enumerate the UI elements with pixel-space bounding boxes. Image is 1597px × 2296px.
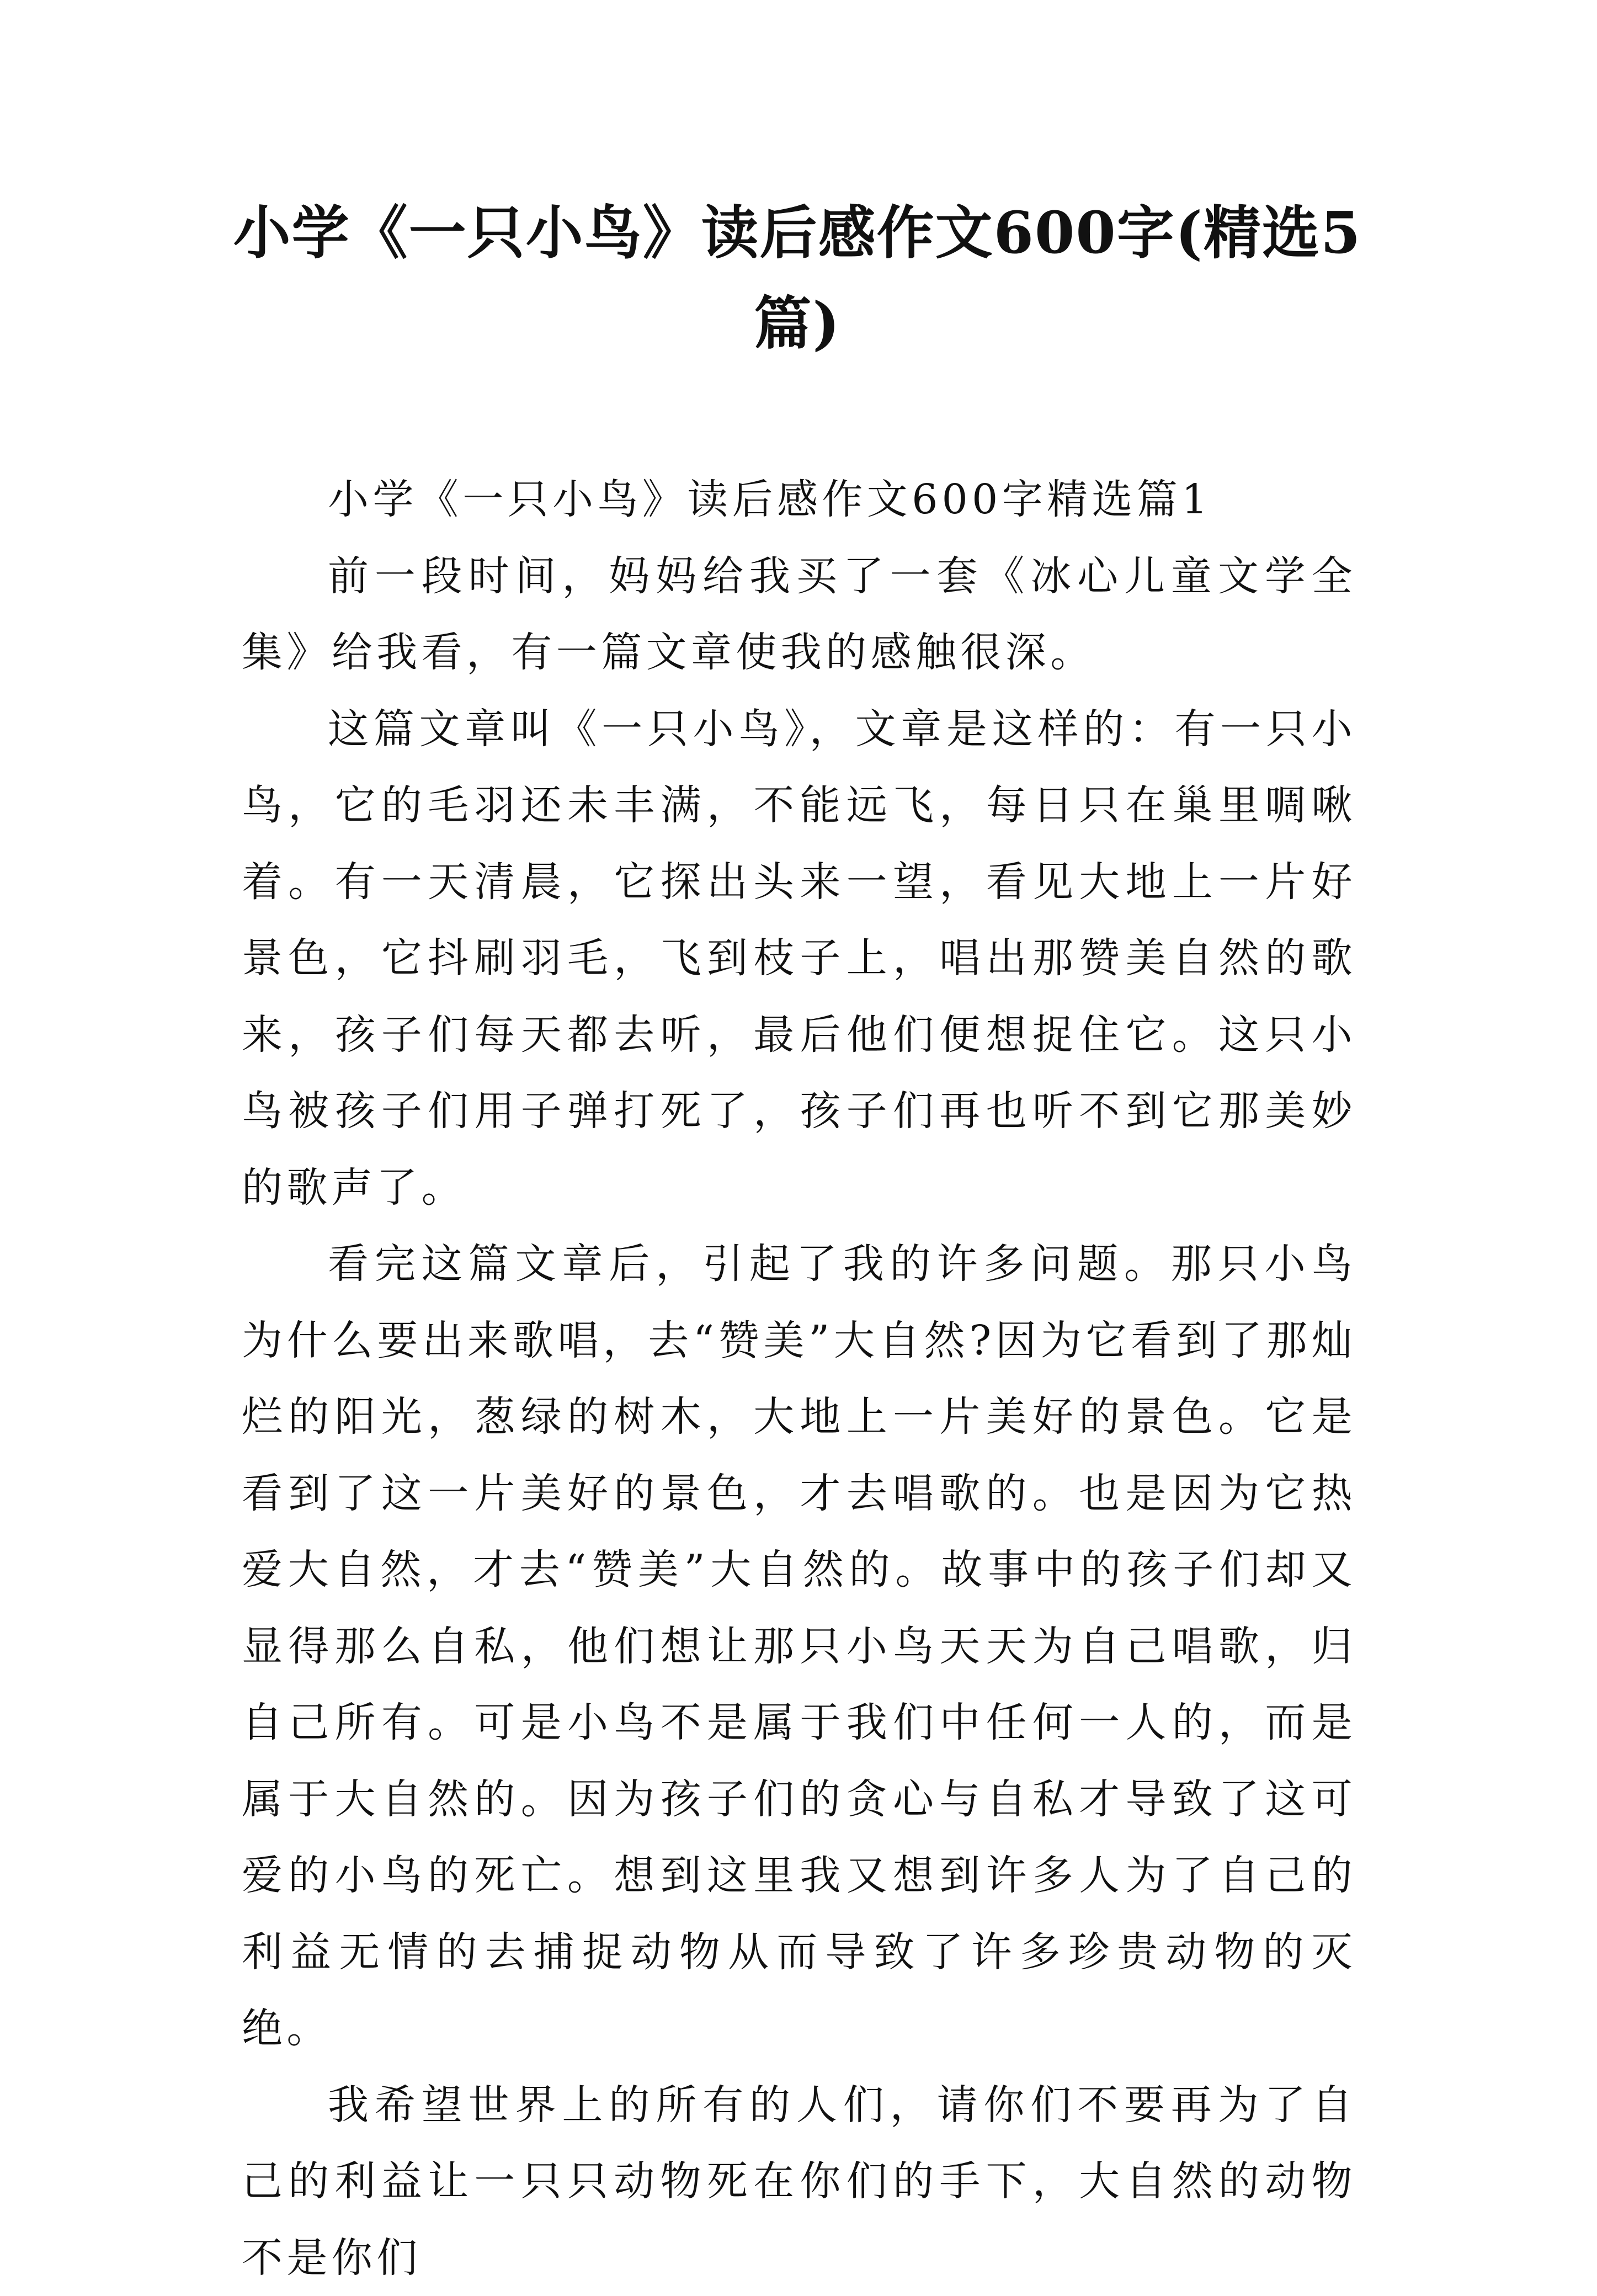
section-heading: 小学《一只小鸟》读后感作文600字精选篇1 — [242, 461, 1356, 538]
paragraph: 前一段时间，妈妈给我买了一套《冰心儿童文学全集》给我看，有一篇文章使我的感触很深。 — [242, 538, 1356, 691]
document-title: 小学《一只小鸟》读后感作文600字(精选5篇) — [210, 188, 1385, 369]
paragraph: 看完这篇文章后，引起了我的许多问题。那只小鸟为什么要出来歌唱，去“赞美”大自然?因为它看到了那灿烂的阳光，葱绿的树木，大地上一片美好的景色。它是看到了这一片美好的景色，才去唱歌的。也是因为它热爱大自然，才去“赞美”大自然的。故事中的孩子们却又显得那么自私，他们想让那只小鸟天天为自己唱歌，归自己所有。可是小鸟不是属于我们中任何一人的，而是属于大自然的。因为孩子们的贪心与自私才导致了这可爱的小鸟的死亡。想到这里我又想到许多人为了自己的利益无情的去捕捉动物从而导致了许多珍贵动物的灭绝。 — [242, 1226, 1356, 2067]
paragraph: 我希望世界上的所有的人们，请你们不要再为了自己的利益让一只只动物死在你们的手下，大自然的动物不是你们 — [242, 2067, 1356, 2296]
document-body — [242, 461, 1356, 2296]
paragraph: 这篇文章叫《一只小鸟》，文章是这样的：有一只小鸟，它的毛羽还未丰满，不能远飞，每日只在巢里啁啾着。有一天清晨，它探出头来一望，看见大地上一片好景色，它抖刷羽毛，飞到枝子上，唱出那赞美自然的歌来，孩子们每天都去听，最后他们便想捉住它。这只小鸟被孩子们用子弹打死了，孩子们再也听不到它那美妙的歌声了。 — [242, 691, 1356, 1226]
